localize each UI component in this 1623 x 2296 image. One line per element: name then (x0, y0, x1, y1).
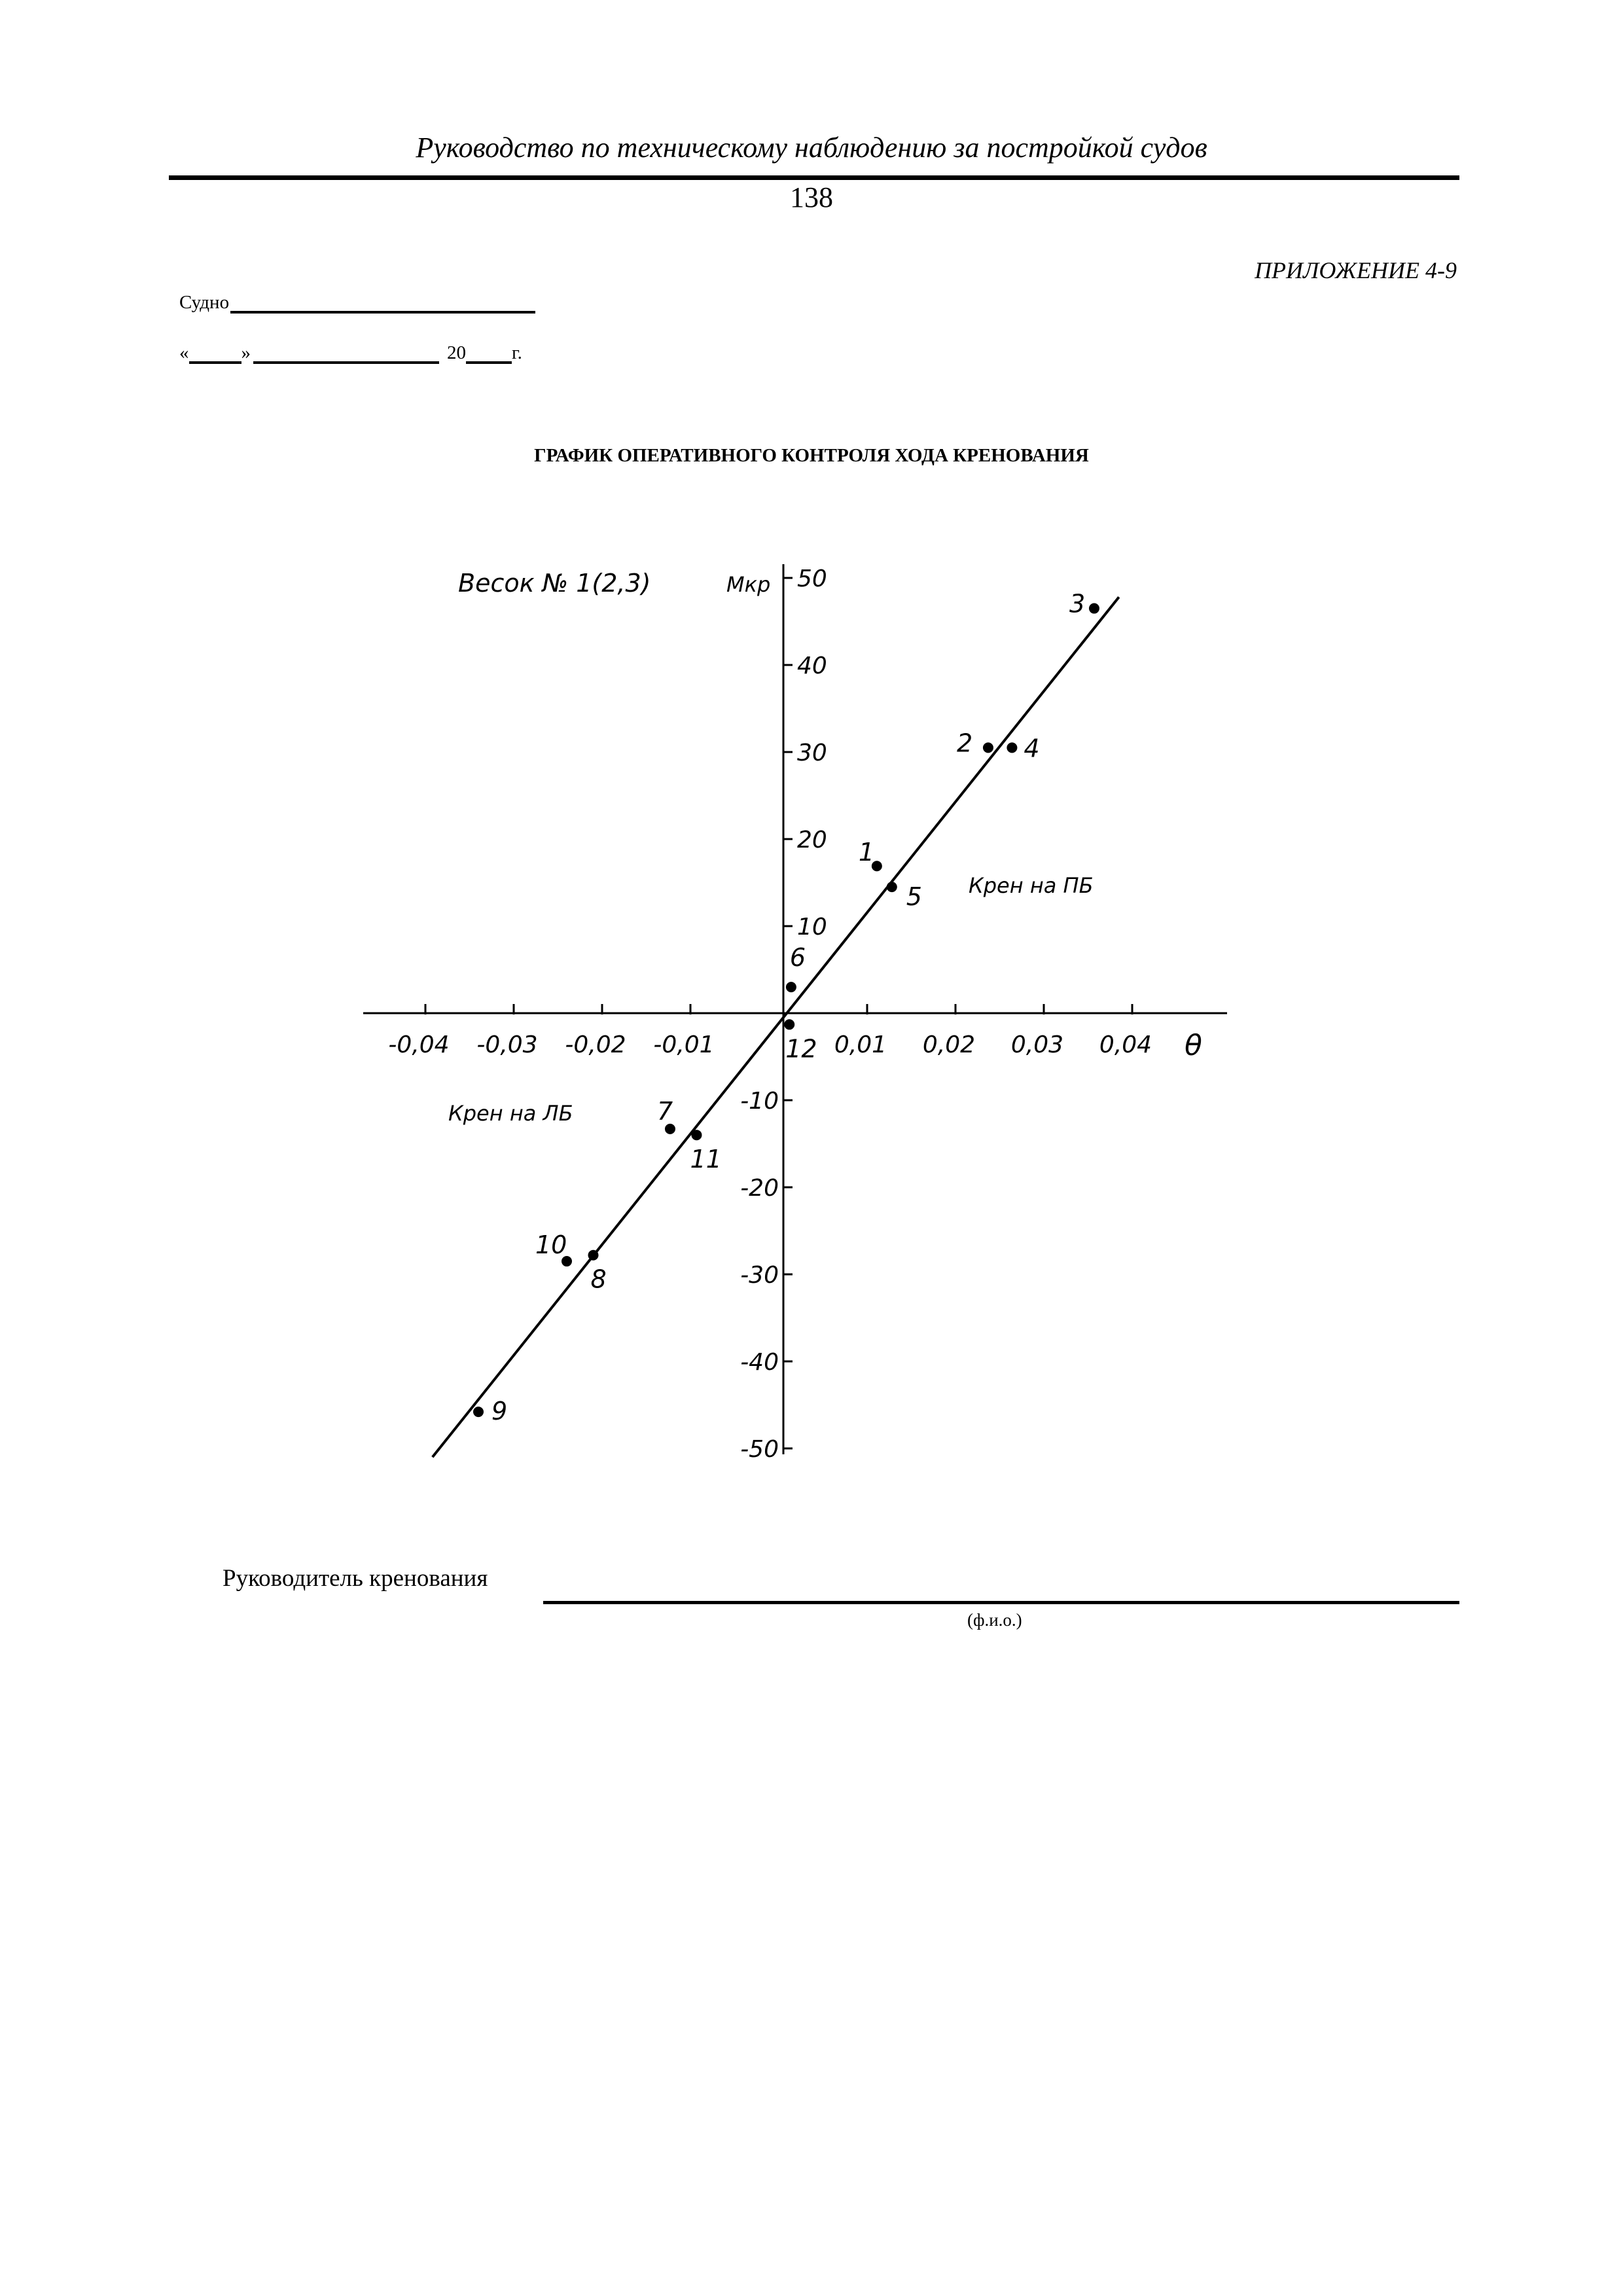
signature-label: Руководитель кренования (223, 1565, 488, 1592)
data-point (887, 882, 897, 892)
regression-line (433, 597, 1119, 1457)
chart-axes (363, 564, 1227, 1454)
data-point (588, 1250, 599, 1261)
data-points (473, 590, 1099, 1426)
y-tick-label: -50 (740, 1436, 779, 1463)
y-axis-label: Mкр (726, 572, 771, 597)
y-tick-label: -20 (740, 1175, 779, 1202)
data-point (784, 1019, 794, 1030)
x-tick-label: 0,01 (834, 1031, 887, 1058)
data-point-label: 1 (858, 838, 875, 867)
data-point-label: 6 (789, 943, 806, 973)
date-close-quote: » (241, 342, 251, 363)
x-tick-label: 0,04 (1099, 1031, 1152, 1058)
data-point-label: 3 (1069, 589, 1086, 619)
signature-caption: (ф.и.о.) (967, 1610, 1022, 1630)
y-tick-label: -30 (740, 1262, 779, 1289)
data-point-label: 5 (906, 882, 922, 912)
weight-label: Весок № 1(2,3) (458, 569, 651, 598)
data-point-label: 2 (956, 728, 973, 758)
data-point (983, 742, 993, 753)
annotation-port-heel: Крен на ЛБ (448, 1101, 573, 1126)
data-point (786, 982, 796, 992)
y-tick-label: -40 (740, 1349, 779, 1376)
data-point-label: 8 (590, 1265, 607, 1294)
x-tick-label: -0,04 (388, 1031, 450, 1058)
x-tick-label: -0,01 (653, 1031, 715, 1058)
annotation-starboard-heel: Крен на ПБ (969, 873, 1094, 898)
y-tick-label: -10 (740, 1088, 779, 1115)
data-point-label: 11 (690, 1145, 722, 1174)
x-tick-label: -0,03 (476, 1031, 538, 1058)
y-tick-label: 10 (797, 914, 827, 941)
y-tick-label: 30 (797, 740, 827, 766)
page-number: 138 (790, 181, 833, 213)
year-suffix: г. (512, 342, 522, 363)
signature-line[interactable] (543, 1601, 1459, 1604)
data-point (691, 1130, 702, 1140)
vessel-label: Судно (179, 292, 230, 313)
data-point (1007, 742, 1017, 753)
y-tick-label: 40 (797, 653, 827, 679)
regression-group (433, 597, 1119, 1457)
data-point-label: 10 (535, 1230, 567, 1260)
date-open-quote: « (179, 342, 189, 363)
x-axis-label: θ (1185, 1029, 1202, 1062)
header-title: Руководство по техническому наблюдению за постройкой судов (416, 132, 1207, 164)
x-tick-label: -0,02 (565, 1031, 626, 1058)
appendix-label: ПРИЛОЖЕНИЕ 4-9 (1255, 257, 1457, 283)
x-tick-label: 0,03 (1010, 1031, 1064, 1058)
data-point (473, 1407, 484, 1417)
document-title: ГРАФИК ОПЕРАТИВНОГО КОНТРОЛЯ ХОДА КРЕНОВАНИЯ (534, 445, 1089, 466)
year-prefix: 20 (447, 342, 466, 363)
y-tick-label: 50 (797, 565, 827, 592)
data-point (1089, 603, 1099, 614)
data-point-label: 9 (491, 1397, 508, 1426)
data-point-label: 12 (785, 1034, 817, 1064)
data-point-label: 4 (1024, 734, 1040, 763)
y-tick-label: 20 (797, 827, 827, 853)
x-tick-label: 0,02 (922, 1031, 976, 1058)
data-point-label: 7 (656, 1096, 673, 1126)
